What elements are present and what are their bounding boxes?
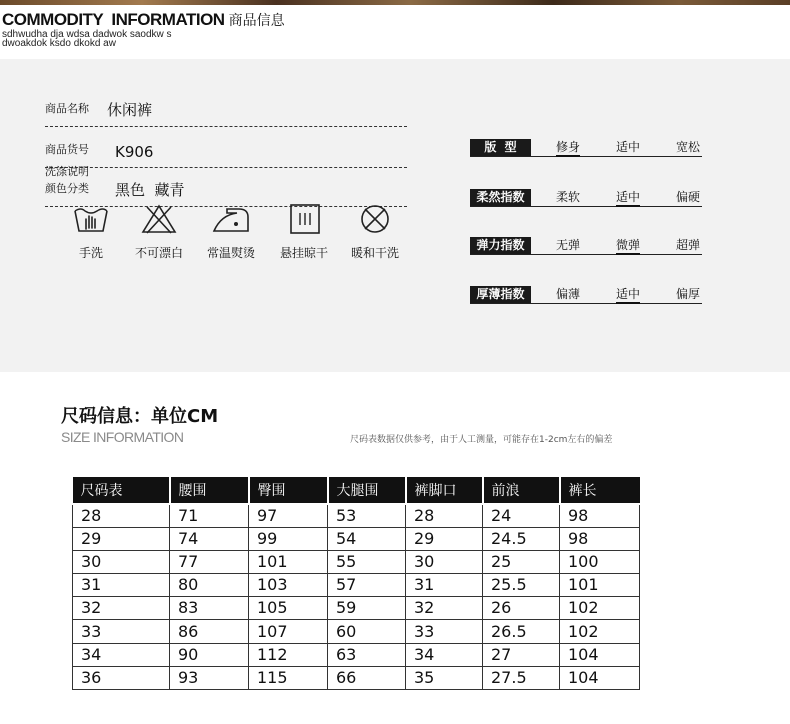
table-cell: 63: [328, 643, 406, 666]
table-cell: 101: [560, 574, 640, 597]
table-cell: 97: [249, 504, 328, 527]
table-cell: 29: [73, 527, 170, 550]
scale-option: 适中: [616, 140, 641, 154]
table-cell: 25.5: [483, 574, 560, 597]
table-cell: 98: [560, 504, 640, 527]
scale-option: 柔软: [556, 190, 581, 204]
table-cell: 102: [560, 597, 640, 620]
table-cell: 28: [406, 504, 483, 527]
table-row: [73, 527, 640, 550]
table-cell: 112: [249, 643, 328, 666]
table-cell: 33: [406, 620, 483, 643]
column-header: 腰围: [170, 477, 249, 504]
table-cell: 34: [406, 643, 483, 666]
table-cell: 104: [560, 643, 640, 666]
info-label: 颜色分类: [45, 182, 89, 195]
care-label: 暖和干洗: [350, 246, 399, 260]
table-cell: 26: [483, 597, 560, 620]
column-header: 尺码表: [73, 477, 170, 504]
scale-elasticity: [470, 237, 702, 255]
table-cell: 35: [406, 666, 483, 689]
scale-fit: [470, 139, 702, 157]
table-row: [73, 574, 640, 597]
table-cell: 105: [249, 597, 328, 620]
commodity-title-en: COMMODITY INFORMATION: [2, 10, 225, 29]
column-header: 裤长: [560, 477, 640, 504]
table-cell: 27.5: [483, 666, 560, 689]
info-value: 休闲裤: [107, 101, 153, 119]
hang-dry-icon: [284, 203, 324, 235]
table-cell: 80: [170, 574, 249, 597]
table-cell: 25: [483, 550, 560, 573]
care-item-dry-clean: [340, 203, 410, 261]
scale-option: 偏厚: [676, 287, 701, 301]
care-label: 悬挂晾干: [279, 246, 328, 260]
table-cell: 83: [170, 597, 249, 620]
table-cell: 107: [249, 620, 328, 643]
table-cell: 27: [483, 643, 560, 666]
table-cell: 32: [406, 597, 483, 620]
table-cell: 99: [249, 527, 328, 550]
size-table-header: [73, 477, 640, 504]
scale-softness: [470, 189, 702, 207]
table-cell: 29: [406, 527, 483, 550]
scale-title: 柔然指数: [470, 189, 531, 206]
table-cell: 31: [73, 574, 170, 597]
care-item-no-bleach: [124, 203, 194, 261]
table-cell: 33: [73, 620, 170, 643]
care-label: 不可漂白: [134, 246, 183, 260]
scale-option-selected: 适中: [616, 286, 640, 304]
info-row-name: [45, 99, 407, 127]
table-cell: 60: [328, 620, 406, 643]
table-cell: 24.5: [483, 527, 560, 550]
hand-wash-icon: [71, 203, 111, 235]
table-cell: 101: [249, 550, 328, 573]
table-cell: 103: [249, 574, 328, 597]
table-cell: 31: [406, 574, 483, 597]
info-row-sku: [45, 140, 407, 168]
column-header: 裤脚口: [406, 477, 483, 504]
table-cell: 53: [328, 504, 406, 527]
scale-thickness: [470, 286, 702, 304]
scale-title: 弹力指数: [470, 237, 531, 254]
column-header: 大腿围: [328, 477, 406, 504]
column-header: 臀围: [249, 477, 328, 504]
table-cell: 28: [73, 504, 170, 527]
scale-option-selected: 修身: [556, 139, 580, 157]
size-table: [72, 477, 640, 690]
table-cell: 74: [170, 527, 249, 550]
table-row: [73, 597, 640, 620]
table-cell: 32: [73, 597, 170, 620]
table-cell: 102: [560, 620, 640, 643]
table-cell: 59: [328, 597, 406, 620]
size-info-title: 尺码信息：单位CM: [61, 406, 219, 427]
scale-title: 厚薄指数: [470, 286, 531, 303]
iron-icon: [211, 203, 251, 235]
info-label: 商品名称: [45, 102, 89, 115]
table-cell: 36: [73, 666, 170, 689]
table-row: [73, 666, 640, 689]
info-label: 商品货号: [45, 143, 89, 156]
care-label: 常温熨烫: [206, 246, 255, 260]
commodity-title-cn: 商品信息: [228, 13, 285, 29]
commodity-title: [2, 10, 285, 30]
table-row: [73, 504, 640, 527]
table-cell: 26.5: [483, 620, 560, 643]
size-info-note: 尺码表数据仅供参考，由于人工测量，可能存在1-2cm左右的偏差: [350, 435, 613, 445]
table-cell: 104: [560, 666, 640, 689]
table-cell: 57: [328, 574, 406, 597]
header-subtext-1: sdhwudha dja wdsa dadwok saodkw s: [2, 29, 172, 40]
scale-option: 偏薄: [556, 287, 581, 301]
scale-option: 超弹: [676, 238, 701, 252]
table-cell: 86: [170, 620, 249, 643]
table-cell: 93: [170, 666, 249, 689]
table-cell: 24: [483, 504, 560, 527]
scale-option: 无弹: [556, 238, 581, 252]
info-value: 黑色 藏青: [115, 181, 185, 199]
table-cell: 30: [406, 550, 483, 573]
scale-option: 宽松: [676, 140, 701, 154]
header-subtext-2: dwoakdok ksdo dkokd aw: [2, 38, 116, 49]
table-cell: 30: [73, 550, 170, 573]
table-cell: 34: [73, 643, 170, 666]
top-photo-strip: [0, 0, 790, 5]
table-cell: 54: [328, 527, 406, 550]
care-label: 手洗: [78, 246, 103, 260]
no-bleach-icon: [139, 203, 179, 235]
scale-option-selected: 微弹: [616, 237, 640, 255]
care-item-hang-dry: [269, 203, 339, 261]
table-cell: 98: [560, 527, 640, 550]
table-row: [73, 620, 640, 643]
table-row: [73, 550, 640, 573]
no-tumble-dry-icon: [355, 203, 395, 235]
table-cell: 100: [560, 550, 640, 573]
table-cell: 55: [328, 550, 406, 573]
column-header: 前浪: [483, 477, 560, 504]
table-cell: 77: [170, 550, 249, 573]
table-cell: 90: [170, 643, 249, 666]
scale-title: 版 型: [470, 139, 531, 156]
table-cell: 115: [249, 666, 328, 689]
wash-instructions-title: 洗涤说明: [45, 165, 89, 178]
table-cell: 71: [170, 504, 249, 527]
scale-option-selected: 适中: [616, 189, 640, 207]
care-item-hand-wash: [56, 203, 126, 261]
table-row: [73, 643, 640, 666]
scale-option: 偏硬: [676, 190, 701, 204]
care-item-iron: [196, 203, 266, 261]
table-cell: 66: [328, 666, 406, 689]
size-info-subtitle: SIZE INFORMATION: [61, 429, 184, 445]
info-value: K906: [115, 143, 154, 161]
